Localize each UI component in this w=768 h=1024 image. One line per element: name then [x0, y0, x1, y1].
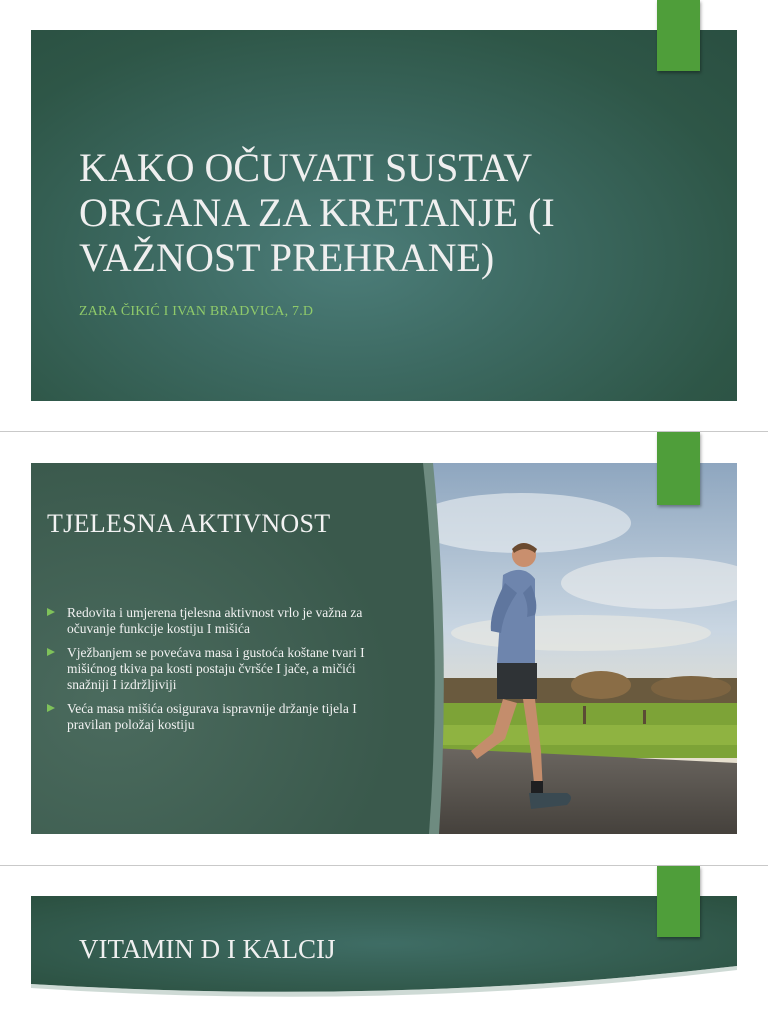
slide-3-title: VITAMIN D I KALCIJ — [79, 934, 336, 964]
triangle-bullet-icon — [47, 704, 55, 712]
slide-1-subtitle: ZARA ČIKIĆ I IVAN BRADVICA, 7.D — [79, 304, 314, 319]
triangle-bullet-icon — [47, 608, 55, 616]
slide-divider — [0, 865, 768, 866]
slide-3[interactable] — [31, 896, 737, 1024]
triangle-bullet-icon — [47, 648, 55, 656]
list-item-text: Veća masa mišića osigurava ispravnije držanje tijela I pravilan položaj kostiju — [67, 701, 357, 732]
accent-tab — [657, 432, 700, 505]
slide-2-bullet-list — [47, 605, 387, 741]
list-item — [47, 645, 387, 693]
slide-2[interactable] — [31, 463, 737, 834]
slide-1[interactable] — [31, 30, 737, 401]
accent-tab — [657, 0, 700, 71]
list-item — [47, 701, 387, 733]
slide-1-title: KAKO OČUVATI SUSTAV ORGANA ZA KRETANJE (I VAŽNOST PREHRANE) — [79, 145, 555, 280]
slide-2-title: TJELESNA AKTIVNOST — [47, 509, 331, 538]
list-item-text: Vježbanjem se povećava masa i gustoća koštane tvari I mišićnog tkiva pa kosti postaju čvršće I jače, a mičići snažniji I izdržljiviji — [67, 645, 365, 692]
slide-divider — [0, 431, 768, 432]
accent-tab — [657, 866, 700, 937]
runner-photo — [431, 463, 737, 834]
list-item-text: Redovita i umjerena tjelesna aktivnost vrlo je važna za očuvanje funkcije kostiju I mišića — [67, 605, 363, 636]
list-item — [47, 605, 387, 637]
